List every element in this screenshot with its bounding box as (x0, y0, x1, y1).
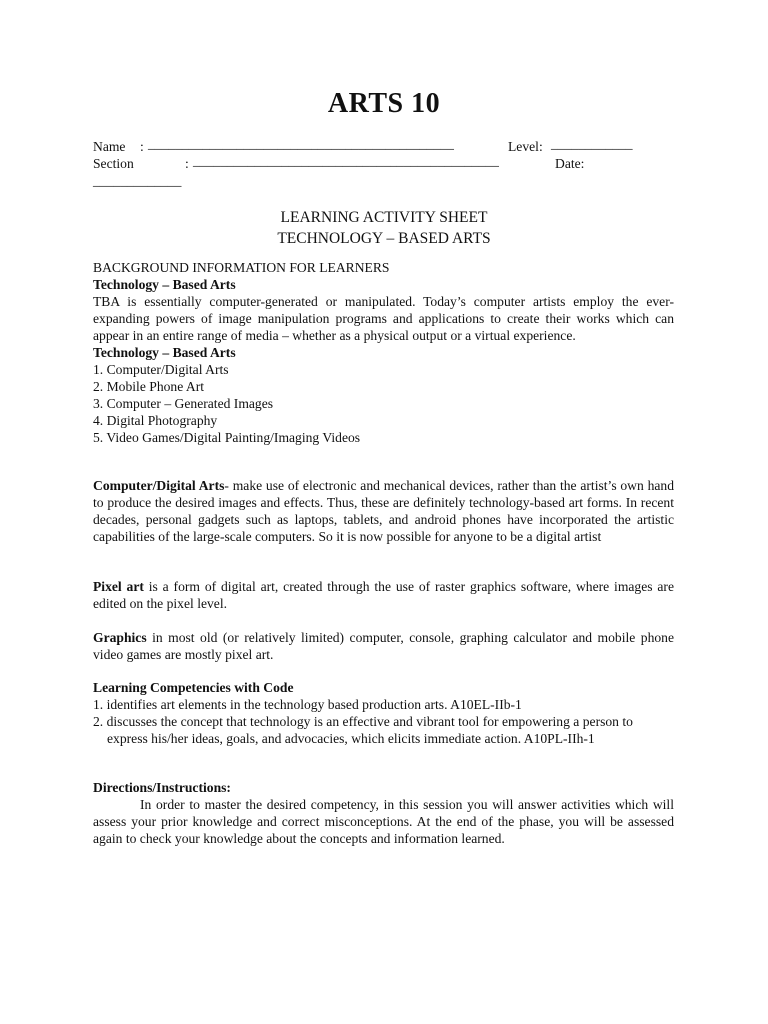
directions-text: In order to master the desired competency, in this session you will answer activities which will assess your prior knowledge and correct misconceptions. At the end of the phase, you will be assessed again to check your knowledge about the concepts and information learned. (93, 797, 674, 846)
date-field-blank[interactable]: _____________ (93, 173, 182, 188)
level-field-blank[interactable]: ____________ (551, 136, 633, 151)
definition-text: is a form of digital art, created through the use of raster graphics software, where images are edited on the pixel level. (93, 579, 674, 611)
section-separator: : (185, 156, 189, 171)
tba-list-item: 5. Video Games/Digital Painting/Imaging Videos (93, 430, 361, 445)
level-label: Level: (508, 139, 543, 154)
background-paragraph: TBA is essentially computer-generated or manipulated. Today’s computer artists employ the ever-expanding powers of image manipulation programs and applications to create their works which can appear in an entire range of media – whether as a physical output or a virtual experience. (93, 294, 674, 343)
competency-item: 1. identifies art elements in the technology based production arts. A10EL-IIb-1 (93, 697, 522, 712)
tba-list-item: 3. Computer – Generated Images (93, 396, 274, 411)
definition-term: Pixel art (93, 579, 144, 594)
tba-list-item: 1. Computer/Digital Arts (93, 362, 229, 377)
definition-pixel-art (93, 578, 674, 612)
tba-list-item: 4. Digital Photography (93, 413, 218, 428)
sheet-subtitle: TECHNOLOGY – BASED ARTS (277, 230, 491, 247)
definition-text: in most old (or relatively limited) computer, console, graphing calculator and mobile phone video games are mostly pixel art. (93, 630, 674, 662)
tba-list-item: 2. Mobile Phone Art (93, 379, 205, 394)
competencies-heading: Learning Competencies with Code (93, 680, 294, 695)
definition-term: Computer/Digital Arts (93, 478, 225, 493)
name-field-blank[interactable]: _____________________________________________ (148, 136, 454, 151)
background-subheading: Technology – Based Arts (93, 277, 236, 292)
name-separator: : (140, 139, 144, 154)
section-label: Section (93, 156, 134, 171)
competency-item: 2. discusses the concept that technology is an effective and vibrant tool for empowering a person to express his/her ideas, goals, and advocacies, which elicits immediate action. A10PL-IIh-1 (93, 714, 633, 746)
date-label: Date: (555, 156, 585, 171)
competencies-section (93, 679, 674, 747)
definition-computer-digital-arts (93, 477, 674, 545)
directions-heading: Directions/Instructions: (93, 780, 231, 795)
definition-text: - make use of electronic and mechanical devices, rather than the artist’s own hand to produce the desired images and effects. Thus, these are definitely technology-based art forms. In recent decades, personal gadgets such as laptops, tablets, and android phones have incorporated the artistic capabilities of the large-scale computers. So it is now possible for anyone to be a digital artist (93, 478, 675, 544)
sheet-title: LEARNING ACTIVITY SHEET (280, 209, 488, 226)
tba-list-heading: Technology – Based Arts (93, 345, 236, 360)
background-heading: BACKGROUND INFORMATION FOR LEARNERS (93, 260, 390, 275)
definition-term: Graphics (93, 630, 147, 645)
directions-section (93, 779, 674, 847)
background-section (93, 259, 674, 446)
document-title: ARTS 10 (327, 88, 441, 119)
definition-graphics (93, 629, 674, 663)
section-field-blank[interactable]: _____________________________________________ (193, 153, 499, 168)
name-label: Name (93, 139, 126, 154)
